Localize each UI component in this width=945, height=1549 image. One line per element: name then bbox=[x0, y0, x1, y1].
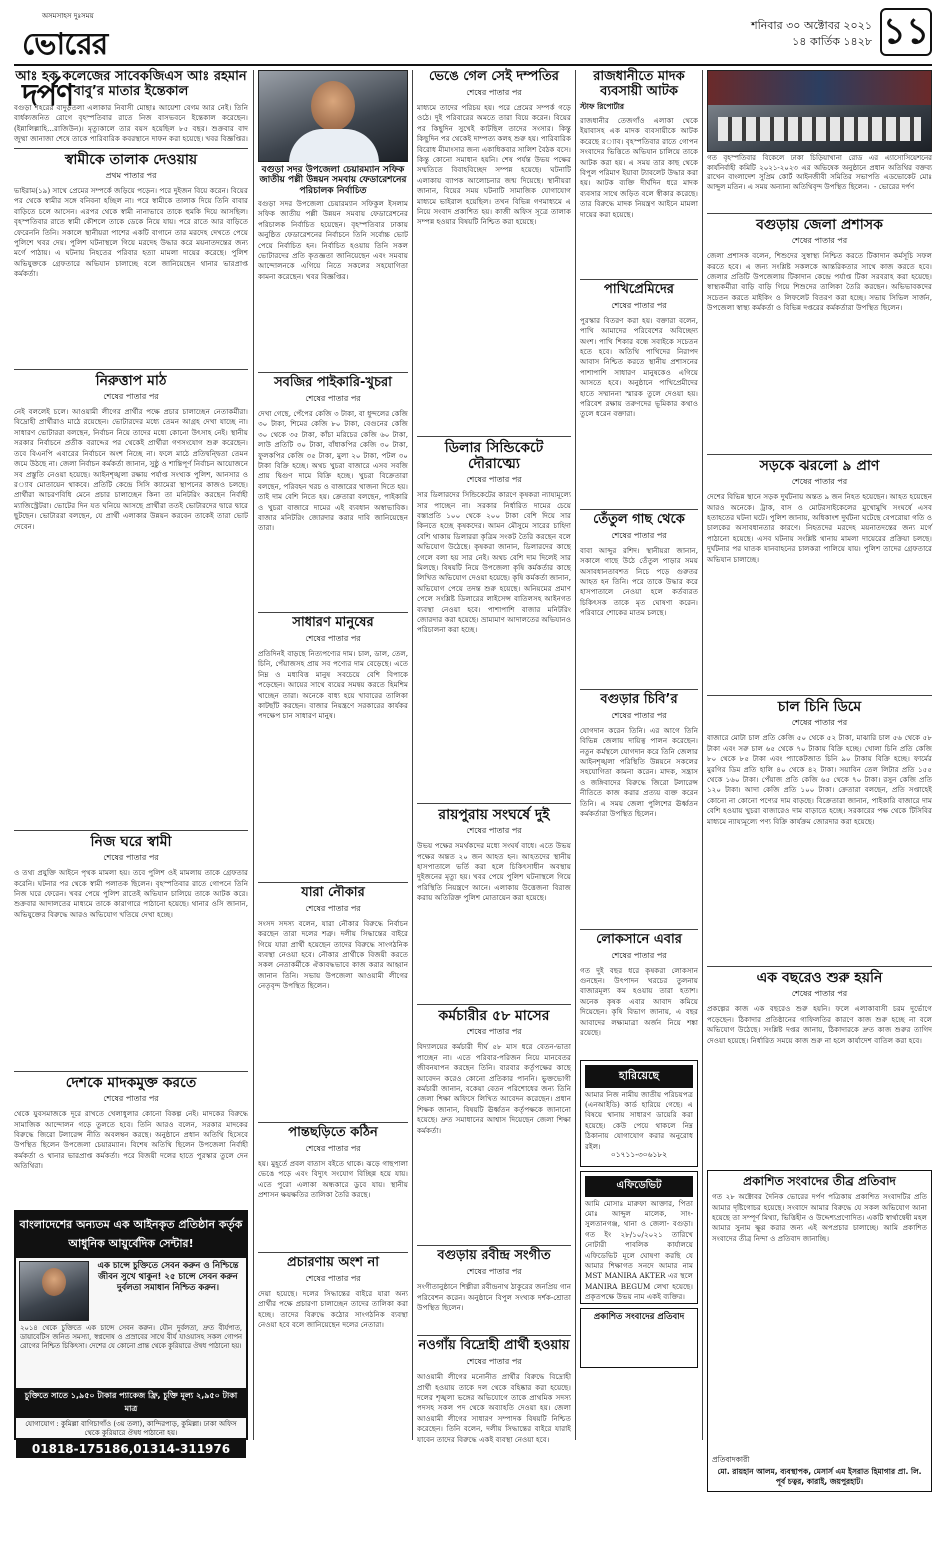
article-divider bbox=[258, 612, 408, 613]
article-body: বিদ্যালয়ের কর্মচারী দীর্ঘ ৫৮ মাস ধরে বেতন-ভাতা পাচ্ছেন না। এতে পরিবার-পরিজন নিয়ে মানবেতর জীবনযাপন করছেন তিনি। বারবার কর্তৃপক্ষের কাছে আবেদন করেও কোনো প্রতিকার পাননি। ভুক্তভোগী কর্মচারী জানান, বকেয়া বেতন পরিশোধের জন্য তিনি জেলা শিক্ষা অফিসে লিখিত আবেদন করেছেন। প্রধান শিক্ষক জানান, বিষয়টি ঊর্ধ্বতন কর্তৃপক্ষকে জানানো হয়েছে। দ্রুত সমাধানের আশ্বাস দিয়েছেন জেলা শিক্ষা কর্মকর্তা। bbox=[417, 1042, 574, 1135]
ad-title: বাংলাদেশের অন্যতম এক আইনকৃত প্রতিষ্ঠান কর্তৃক আধুনিক আয়ুর্বেদিক সেন্টার! bbox=[16, 1212, 246, 1258]
article-body: বাজারে মোটা চাল প্রতি কেজি ৫০ থেকে ৫২ টাকা, মাঝারি চাল ৫৬ থেকে ৫৮ টাকা এবং সরু চাল ৬৫ থেকে ৭০ টাকায় বিক্রি হচ্ছে। খোলা চিনি প্রতি কেজি ৮০ থেকে ৮৫ টাকা এবং প্যাকেটজাত চিনি ৯০ টাকায় বিক্রি হচ্ছে। ফার্মের মুরগির ডিম প্রতি হালি ৪০ থেকে ৪২ টাকা। সয়াবিন তেল লিটার প্রতি ১৫৫ থেকে ১৬০ টাকা। পেঁয়াজ প্রতি কেজি ৬৫ থেকে ৭০ টাকা। রসুন কেজি প্রতি ১২০ টাকা। আদা কেজি প্রতি ১০০ টাকা। ক্রেতারা বলছেন, প্রতি সপ্তাহেই কোনো না কোনো পণ্যের দাম বাড়ছে। বিক্রেতারা জানান, পাইকারি বাজারে দাম বেশি হওয়ায় খুচরা বাজারেও দাম বাড়াতে হচ্ছে। সরকারের পক্ষ থেকে টিসিবির মাধ্যমে ন্যায্যমূল্যে পণ্য বিক্রি কার্যক্রম জোরদার করা হয়েছে। bbox=[707, 733, 935, 826]
continued-label: শেষের পাতার পর bbox=[305, 393, 361, 403]
article-divider bbox=[417, 1245, 571, 1246]
headline: নওগাঁয় বিদ্রোহী প্রার্থী হওয়ায় bbox=[418, 1338, 570, 1354]
continued-label: শেষের পাতার পর bbox=[791, 718, 848, 728]
headline: রাজধানীতে মাদক ব্যবসায়ী আটক bbox=[593, 69, 685, 99]
article-divider bbox=[258, 372, 408, 373]
article-body: দেশের বিভিন্ন স্থানে সড়ক দুর্ঘটনায় অন্তত ৯ জন নিহত হয়েছেন। আহত হয়েছেন আরও অনেকে। ট্রাক, বাস ও মোটরসাইকেলের মুখোমুখি সংঘর্ষে এসব হতাহতের ঘটনা ঘটে। পুলিশ জানায়, অধিকাংশ দুর্ঘটনা ঘটেছে বেপরোয়া গতি ও চালকের অসাবধানতার কারণে। নিহতদের মরদেহ ময়নাতদন্তের জন্য মর্গে পাঠানো হয়েছে। এসব ঘটনায় সংশ্লিষ্ট থানায় মামলা দায়েরের প্রক্রিয়া চলছে। দুর্ঘটনার পর ঘাতক যানবাহনের চালকরা পালিয়ে যায়। পুলিশ তাদের গ্রেফতারে অভিযান চালাচ্ছে। bbox=[707, 492, 935, 564]
continued-label: শেষের পাতার পর bbox=[466, 87, 522, 97]
continued-label: শেষের পাতার পর bbox=[791, 477, 848, 487]
article-body: উভয় পক্ষের সমর্থকদের মধ্যে সংঘর্ষ বাধে। এতে উভয় পক্ষের অন্তত ২০ জন আহত হন। আহতদের স্থানীয় হাসপাতালে ভর্তি করা হলে চিকিৎসাধীন অবস্থায় দুইজনের মৃত্যু হয়। খবর পেয়ে পুলিশ ঘটনাস্থলে গিয়ে পরিস্থিতি নিয়ন্ত্রণে আনে। এলাকায় উত্তেজনা বিরাজ করায় অতিরিক্ত পুলিশ মোতায়েন করা হয়েছে। bbox=[417, 841, 574, 903]
lost-notice bbox=[580, 1060, 698, 1167]
affidavit-title: এফিডেভিট bbox=[585, 1176, 693, 1197]
continued-label: শেষের পাতার পর bbox=[466, 826, 522, 836]
continued-label: শেষের পাতার পর bbox=[305, 1143, 361, 1153]
column-2 bbox=[258, 70, 411, 1440]
ad-banner: এক চান্সে চুক্তিতে সেবন করুন ও নিশ্চিন্তে জীবন সুখে থাকুন! ২৫ চান্সে সেবন করুন দুর্বলতা সমাধান নিশ্চিত করুন। bbox=[97, 1261, 239, 1293]
continued-label: প্রথম পাতার পর bbox=[105, 170, 157, 180]
headline: পাখিপ্রেমিদের bbox=[604, 281, 674, 297]
continued-label: শেষের পাতার পর bbox=[466, 1267, 522, 1277]
article-body: বগুড়া শহরের বাদুড়তলা এলাকার নিবাসী মোছাঃ আয়েশা বেগম আর নেই। তিনি বার্ধক্যজনিত রোগে বৃহস্পতিবার রাতে নিজ বাসভবনে ইন্তেকাল করেছেন। (ইন্নালিল্লাহি...রাজিউন)। মৃত্যুকালে তার বয়স হয়েছিল ৮৫ বছর। শুক্রবার বাদ জুম্মা জানাজা শেষে তাকে পারিবারিক কবরস্থানে দাফন করা হয়েছে। খবর বিজ্ঞপ্তির। bbox=[14, 102, 251, 144]
portrait-photo bbox=[258, 70, 408, 162]
article-body: প্রকল্পের কাজ এক বছরেও শুরু হয়নি। ফলে এলাকাবাসী চরম দুর্ভোগে পড়েছেন। ঠিকাদার প্রতিষ্ঠানের গাফিলতির কারণে কাজ শুরু হচ্ছে না বলে অভিযোগ উঠেছে। সংশ্লিষ্ট দপ্তর জানায়, ঠিকাদারকে দ্রুত কাজ শুরুর তাগিদ দেওয়া হয়েছে। নির্ধারিত সময়ে কাজ শুরু না হলে কার্যাদেশ বাতিল করা হবে। bbox=[707, 1004, 935, 1045]
headline: ভেঙে গেল সেই দম্পতির bbox=[429, 69, 559, 84]
continued-label: শেষের পাতার পর bbox=[305, 903, 361, 913]
column-divider bbox=[253, 70, 254, 1440]
ad-photo bbox=[19, 1261, 89, 1321]
headline: বগুড়ায় রবীন্দ্র সংগীত bbox=[437, 1248, 551, 1264]
headline: নিরুত্তাপ মাঠ bbox=[95, 372, 167, 389]
article-body: বগুড়া সদর উপজেলা চেয়ারম্যান সফিকুল ইসলাম সফিক জাতীয় পল্লী উন্নয়ন সমবায় ফেডারেশনের পরিচালক নির্বাচিত হয়েছেন। বৃহস্পতিবার ঢাকায় অনুষ্ঠিত ফেডারেশনের নির্বাচনে তিনি সর্বোচ্চ ভোট পেয়ে নির্বাচিত হন। নির্বাচিত হওয়ায় তিনি সকল ভোটারদের প্রতি কৃতজ্ঞতা জানিয়েছেন এবং সমবায় আন্দোলনকে এগিয়ে নিতে সকলের সহযোগিতা কামনা করেছেন। খবর বিজ্ঞপ্তির। bbox=[258, 199, 411, 281]
continued-label: শেষের পাতার পর bbox=[791, 989, 848, 999]
logo-text: ভোরের দর্পণ bbox=[22, 27, 108, 113]
lost-notice-title: হারিয়েছে bbox=[585, 1065, 693, 1088]
protest-body: গত ২৮ অক্টোবর দৈনিক ভোরের দর্পণ পত্রিকায় প্রকাশিত সংবাদটির প্রতি আমার দৃষ্টিগোচর হয়েছে। সংবাদে আমার বিরুদ্ধে যে সকল অভিযোগ আনা হয়েছে তা সম্পূর্ণ মিথ্যা, ভিত্তিহীন ও উদ্দেশ্যপ্রণোদিত। একটি স্বার্থান্বেষী মহল আমার সুনাম ক্ষুণ্ণ করার জন্য এই অপপ্রচার চালাচ্ছে। আমি প্রকাশিত সংবাদের তীব্র নিন্দা ও প্রতিবাদ জানাচ্ছি। bbox=[712, 1192, 930, 1243]
article-divider bbox=[14, 148, 248, 149]
article-body: সার ডিলারদের সিন্ডিকেটের কারণে কৃষকরা ন্যায্যমূল্যে সার পাচ্ছেন না। সরকার নির্ধারিত দামের চেয়ে বস্তাপ্রতি ১০০ থেকে ২০০ টাকা বেশি দিয়ে সার কিনতে হচ্ছে কৃষকদের। আমন মৌসুমে সারের চাহিদা বেশি থাকায় ডিলাররা কৃত্রিম সংকট তৈরি করছেন বলে অভিযোগ উঠেছে। কৃষকরা জানান, ডিলারদের কাছে গেলে বলা হয় সার নেই। অথচ বেশি দাম দিলেই সার মিলছে। বিষয়টি নিয়ে উপজেলা কৃষি কর্মকর্তার কাছে লিখিত অভিযোগ দেওয়া হয়েছে। কৃষি কর্মকর্তা জানান, অভিযোগ পেয়ে তদন্ত শুরু হয়েছে। অনিয়মের প্রমাণ পেলে সংশ্লিষ্ট ডিলারের লাইসেন্স বাতিলসহ আইনগত ব্যবস্থা নেওয়া হবে। পাশাপাশি বাজার মনিটরিং জোরদার করা হয়েছে। ভ্রাম্যমাণ আদালতের অভিযানও পরিচালনা করা হচ্ছে। bbox=[417, 490, 574, 635]
continued-label: শেষের পাতার পর bbox=[103, 392, 159, 402]
article-body: পুরস্কার বিতরণ করা হয়। বক্তারা বলেন, পাখি আমাদের পরিবেশের অবিচ্ছেদ্য অংশ। পাখি শিকার বন্ধে সবাইকে সচেতন হতে হবে। অতিথি পাখিদের নিরাপদ আবাস নিশ্চিত করতে স্থানীয় প্রশাসনের পাশাপাশি সাধারণ মানুষকেও এগিয়ে আসতে হবে। অনুষ্ঠানে পাখিপ্রেমীদের হাতে সম্মাননা স্মারক তুলে দেওয়া হয়। পরিবেশ রক্ষায় তরুণদের ভূমিকার কথাও তুলে ধরেন বক্তারা। bbox=[580, 315, 701, 419]
date-gregorian: শনিবার ৩০ অক্টোবর ২০২১ bbox=[751, 19, 872, 32]
column-divider bbox=[575, 70, 576, 1440]
headline: বগুড়ার চিবি’র bbox=[600, 691, 678, 707]
continued-label: শেষের পাতার পর bbox=[791, 236, 848, 246]
ad-price: চুক্তিতে সাতে ১,৯৫০ টাকার প্যাকেজ ফ্রি, চুক্তি মূল্য ২,৯৫০ টাকা মাত্র bbox=[16, 1388, 246, 1418]
column-divider bbox=[412, 70, 413, 1440]
article-body: দেয়া হয়েছে। দলের সিদ্ধান্তের বাইরে যারা অন্য প্রার্থীর পক্ষে প্রচারণা চালাচ্ছেন তাদের তালিকা করা হচ্ছে। তাদের বিরুদ্ধে কঠোর সাংগঠনিক ব্যবস্থা নেওয়া হবে বলে জানিয়েছেন দলের নেতারা। bbox=[258, 1288, 411, 1329]
headline: তেঁতুল গাছ থেকে bbox=[593, 511, 685, 527]
article-body: আওয়ামী লীগের মনোনীত প্রার্থীর বিরুদ্ধে বিদ্রোহী প্রার্থী হওয়ায় তাকে দল থেকে বহিষ্কার করা হয়েছে। দলের শৃঙ্খলা ভঙ্গের অভিযোগে তাকে প্রাথমিক সদস্য পদসহ সকল পদ থেকে অব্যাহতি দেওয়া হয়। জেলা আওয়ামী লীগের সাধারণ সম্পাদক বিষয়টি নিশ্চিত করেছেন। তিনি বলেন, দলীয় সিদ্ধান্তের বাইরে যারাই যাবেন তাদের বিরুদ্ধে একই ব্যবস্থা নেওয়া হবে। bbox=[417, 1372, 574, 1444]
ad-address: যোগাযোগ : কুমিল্লা বাগিচাগাঁও (৩য় তলা), কান্দিরপাড়, কুমিল্লা। ঢাকা অফিস থেকে কুরিয়ারে ঔষধ পাঠানো হয়। bbox=[25, 1420, 237, 1437]
article-body: গত দুই বছর ধরে কৃষকরা লোকসান গুনছেন। উৎপাদন খরচের তুলনায় বাজারমূল্য কম হওয়ায় তারা হতাশ। অনেক কৃষক এবার আবাদ কমিয়ে দিয়েছেন। কৃষি বিভাগ জানায়, এ বছর আবাদের লক্ষ্যমাত্রা অর্জন নিয়ে শঙ্কা রয়েছে। bbox=[580, 965, 701, 1038]
headline: স্বামীকে তালাক দেওয়ায় bbox=[64, 151, 198, 168]
byline: স্টাফ রিপোর্টার bbox=[580, 101, 625, 111]
headline: যারা নৌকার bbox=[301, 884, 365, 900]
protest-signatory: মো. রায়হান আলম, ব্যবস্থাপক, মেসার্স এম ইসরাত হিমাগার প্রা. লি. পূর্ব চত্বর, কারাই, জয়পুরহাট। bbox=[717, 1467, 922, 1487]
lost-notice-contact: ০১৭১১-৩০৬১৮২ bbox=[610, 1149, 668, 1159]
event-photo bbox=[707, 70, 932, 152]
article-divider bbox=[258, 1122, 408, 1123]
article-divider bbox=[707, 695, 932, 696]
article-body: ও তথ্য প্রযুক্তি আইনে পৃথক মামলা হয়। তবে পুলিশ ওই মামলায় তাকে গ্রেফতার করেনি। ঘটনার পর থেকে স্বামী পলাতক ছিলেন। বৃহস্পতিবার রাতে গোপনে তিনি নিজ ঘরে ফেরেন। খবর পেয়ে পুলিশ রাতেই অভিযান চালিয়ে তাকে আটক করে। শুক্রবার আদালতের মাধ্যমে তাকে কারাগারে পাঠানো হয়েছে। থানার ওসি জানান, অভিযুক্তের বিরুদ্ধে আরও অভিযোগ খতিয়ে দেখা হচ্ছে। bbox=[14, 868, 251, 919]
continued-label: শেষের পাতার পর bbox=[466, 1357, 522, 1367]
protest-notice-small bbox=[580, 1308, 698, 1368]
headline: দেশকে মাদকমুক্ত করতে bbox=[65, 1075, 197, 1092]
article-body: নেই বললেই চলে। আওয়ামী লীগের প্রার্থীর পক্ষে প্রচার চালাচ্ছেন নেতাকর্মীরা। বিদ্রোহী প্রার্থীরাও মাঠে রয়েছেন। ভোটারদের মধ্যে তেমন আগ্রহ দেখা যাচ্ছে না। সাধারণ ভোটাররা বলছেন, নির্বাচন নিয়ে তাদের মধ্যে কোনো উৎসাহ নেই। স্থানীয় সরকার নির্বাচনে প্রতীক বরাদ্দের পর থেকেই প্রার্থীরা গণসংযোগ শুরু করেছেন। তবে বিএনপি এবারের নির্বাচনে অংশ নিচ্ছে না। ফলে মাঠে প্রতিদ্বন্দ্বিতা তেমন জমে উঠছে না। জেলা নির্বাচন কর্মকর্তা জানান, সুষ্ঠু ও শান্তিপূর্ণ নির্বাচন আয়োজনে সব প্রস্তুতি নেওয়া হয়েছে। আইনশৃঙ্খলা রক্ষায় পর্যাপ্ত সংখ্যক পুলিশ, আনসার ও র‌্যাব মোতায়েন থাকবে। প্রতিটি কেন্দ্রে সিসি ক্যামেরা স্থাপনের কাজও চলছে। প্রার্থীরা আচরণবিধি মেনে প্রচার চালাচ্ছেন কিনা তা মনিটরিং করছেন নির্বাহী ম্যাজিস্ট্রেটরা। ভোটের দিন যত ঘনিয়ে আসছে প্রার্থীরা ততই ভোটারদের দ্বারে দ্বারে ছুটছেন। ভোটাররা বলছেন, যে প্রার্থী এলাকার উন্নয়ন করবেন তাকেই তারা ভোট দেবেন। bbox=[14, 407, 251, 531]
article-body: প্রতিদিনই বাড়ছে নিত্যপণ্যের দাম। চাল, ডাল, তেল, চিনি, পেঁয়াজসহ প্রায় সব পণ্যের দাম বেড়েছে। এতে নিম্ন ও মধ্যবিত্ত মানুষ সবচেয়ে বেশি বিপাকে পড়েছেন। আয়ের সাথে ব্যয়ের সমন্বয় করতে হিমশিম খাচ্ছেন তারা। অনেকে বাধ্য হয়ে খাবারের তালিকা কাটছাঁট করছেন। বাজার নিয়ন্ত্রণে সরকারের কার্যকর পদক্ষেপ চান সাধারণ মানুষ। bbox=[258, 648, 411, 721]
headline: বগুড়ায় জেলা প্রশাসক bbox=[756, 217, 883, 233]
article-divider bbox=[417, 1004, 571, 1005]
article-divider bbox=[580, 509, 698, 510]
article-divider bbox=[707, 454, 932, 455]
headline: কর্মচারীর ৫৮ মাসের bbox=[438, 1008, 550, 1025]
article-body: জেলা প্রশাসক বলেন, শিশুদের সুস্বাস্থ্য নিশ্চিত করতে টিকাদান কর্মসূচি সফল করতে হবে। এ জন্য সংশ্লিষ্ট সকলকে আন্তরিকতার সাথে কাজ করতে হবে। জেলার প্রতিটি উপজেলায় টিকাদান কেন্দ্রে পর্যাপ্ত টিকা সরবরাহ করা হয়েছে। স্বাস্থ্যকর্মীরা বাড়ি বাড়ি গিয়ে শিশুদের তালিকা তৈরি করছেন। অভিভাবকদের সচেতন করতে মাইকিং ও লিফলেট বিতরণ করা হচ্ছে। সভায় সিভিল সার্জন, উপজেলা স্বাস্থ্য কর্মকর্তা ও বিভিন্ন দপ্তরের কর্মকর্তারা উপস্থিত ছিলেন। bbox=[707, 251, 935, 313]
article-divider bbox=[417, 436, 571, 437]
article-body: হয়। মুহূর্তে প্রবল বাতাস বইতে থাকে। ঝড়ে গাছপালা ভেঙে পড়ে এবং বিদ্যুৎ সংযোগ বিচ্ছিন্ন হয়ে যায়। এতে পুরো এলাকা অন্ধকারে ডুবে যায়। স্থানীয় প্রশাসন ক্ষয়ক্ষতির তালিকা তৈরি করছে। bbox=[258, 1158, 411, 1199]
continued-label: শেষের পাতার পর bbox=[305, 1273, 361, 1283]
continued-label: শেষের পাতার পর bbox=[611, 300, 667, 310]
headline: সড়কে ঝরলো ৯ প্রাণ bbox=[759, 458, 880, 475]
photo-caption: গত বৃহস্পতিবার বিকেলে ঢাকা চিড়িয়াখানা রোড এর এ্যাসোসিয়েশনের কার্যনির্বাহী কমিটি ২০২১-২০২৩ এর অভিষেক অনুষ্ঠানে প্রধান অতিথির বক্তব্য রাখেন বাংলাদেশ সুপ্রিম কোর্ট আইনজীবী সমিতির সভাপতি এডভোকেট মোঃ আব্দুল মতিন। এ সময় অন্যান্য অতিথিবৃন্দ উপস্থিত ছিলেন। - ভোরের দর্পণ bbox=[707, 154, 935, 191]
headline: লোকসানে এবার bbox=[596, 931, 682, 947]
protest-notice-small-title: প্রকাশিত সংবাদের প্রতিবাদ bbox=[593, 1311, 685, 1322]
article-body: দেখা গেছে, পেঁপের কেজি ৩ টাকা, বা ধুন্দলের কেজি ৩০ টাকা, শিমের কেজি ৮০ টাকা, বেগুনের কেজি ৩০ থেকে ৩৫ টাকা, কাঁচা মরিচের কেজি ৬০ টাকা, লাউ প্রতিটি ৩০ টাকা, বাঁধাকপির কেজি ৩০ টাকা, ফুলকপির কেজি ৩৫ টাকা, মুলা ২০ টাকা, পটল ৩০ টাকা বিক্রি হচ্ছে। অথচ খুচরা বাজারে এসব সবজি প্রায় দ্বিগুণ দামে বিক্রি হচ্ছে। খুচরা বিক্রেতারা বলছেন, পরিবহন খরচ ও বাজারের খাজনা দিতে হয়। তাই দাম বেশি নিতে হয়। ক্রেতারা বলছেন, পাইকারি ও খুচরা বাজারে দামের এই ব্যবধান অস্বাভাবিক। বাজার মনিটরিং জোরদার করার দাবি জানিয়েছেন তারা। bbox=[258, 408, 411, 533]
article-divider bbox=[707, 213, 932, 214]
logo-tagline: অসমসাহস দুঃসময় bbox=[42, 12, 94, 20]
article-body: বাবা আব্দুর রশিদ। স্থানীয়রা জানান, সকালে গাছে উঠে তেঁতুল পাড়ার সময় অসাবধানতাবশত নিচে পড়ে গুরুতর আহত হন তিনি। পরে তাকে উদ্ধার করে হাসপাতালে নেওয়া হলে কর্তব্যরত চিকিৎসক তাকে মৃত ঘোষণা করেন। পরিবারে শোকের মাতম চলছে। bbox=[580, 545, 701, 618]
headline: আঃ হক কলেজের সাবেকজিএস আঃ রহমান বাবু’র মাতার ইন্তেকাল bbox=[15, 69, 247, 99]
article-body: সংগীতানুষ্ঠানে শিল্পীরা রবীন্দ্রনাথ ঠাকুরের জনপ্রিয় গান পরিবেশন করেন। অনুষ্ঠানে বিপুল সংখ্যক দর্শক-শ্রোতা উপস্থিত ছিলেন। bbox=[417, 1282, 574, 1313]
article-body: মাধ্যমে তাদের পরিচয় হয়। পরে প্রেমের সম্পর্ক গড়ে ওঠে। দুই পরিবারের অমতে তারা বিয়ে করেন। বিয়ের পর কিছুদিন সুখেই কাটছিল তাদের সংসার। কিন্তু কিছুদিন পর থেকেই দাম্পত্য কলহ শুরু হয়। পারিবারিক বিরোধ মীমাংসার জন্য একাধিকবার সালিশ বৈঠক বসে। কিন্তু কোনো সমাধান হয়নি। শেষ পর্যন্ত উভয় পক্ষের সম্মতিতে বিবাহবিচ্ছেদ সম্পন্ন হয়েছে। ঘটনাটি এলাকায় ব্যাপক আলোচনার জন্ম দিয়েছে। স্থানীয়রা জানান, বিয়ের সময় ঘটনাটি সামাজিক যোগাযোগ মাধ্যমে ভাইরাল হয়েছিল। তখন বিভিন্ন গণমাধ্যমে এ নিয়ে সংবাদ প্রকাশিত হয়। কাজী অফিস সূত্রে তালাক সম্পন্ন হওয়ার বিষয়টি নিশ্চিত করা হয়েছে। bbox=[417, 102, 574, 227]
affidavit-notice bbox=[580, 1171, 698, 1304]
article-body: ভাইরাম(১৯) সাথে প্রেমের সম্পর্কে জড়িয়ে পড়েন। পরে দুইজন বিয়ে করেন। বিয়ের পর থেকে স্বামীর সঙ্গে বনিবনা হচ্ছিল না। পরে স্বামীকে তালাক দিয়ে তিনি বাবার বাড়িতে চলে আসেন। এরপর থেকে স্বামী নানাভাবে তাকে হুমকি দিয়ে আসছিল। বৃহস্পতিবার রাতে স্বামী কৌশলে তাকে ডেকে নিয়ে যায়। পরে রাতে আর বাড়িতে ফেরেননি তিনি। সকালে স্থানীয়রা পাশের একটি বাগানে তার মরদেহ দেখতে পেয়ে পুলিশে খবর দেয়। পুলিশ ঘটনাস্থলে গিয়ে মরদেহ উদ্ধার করে ময়নাতদন্তের জন্য মর্গে পাঠায়। এ ঘটনায় নিহতের পরিবার হত্যা মামলা দায়ের করেছে। পুলিশ অভিযুক্তকে গ্রেফতারে অভিযান চালাচ্ছে বলে জানিয়েছেন থানার ভারপ্রাপ্ত কর্মকর্তা। bbox=[14, 185, 251, 279]
protest-title: প্রকাশিত সংবাদের তীব্র প্রতিবাদ bbox=[743, 1174, 896, 1189]
date-bengali: ১৪ কার্তিক ১৪২৮ bbox=[792, 35, 872, 48]
article-divider bbox=[580, 689, 698, 690]
protest-notice bbox=[707, 1170, 932, 1492]
article-body: রাজধানীর তেজগাঁও এলাকা থেকে ইয়াবাসহ এক মাদক ব্যবসায়ীকে আটক করেছে র‌্যাব। বৃহস্পতিবার রাতে গোপন সংবাদের ভিত্তিতে অভিযান চালিয়ে তাকে আটক করা হয়। এ সময় তার কাছ থেকে বিপুল পরিমাণ ইয়াবা ট্যাবলেট উদ্ধার করা হয়। আটক ব্যক্তি দীর্ঘদিন ধরে মাদক ব্যবসার সাথে জড়িত বলে স্বীকার করেছে। তার বিরুদ্ধে মাদক নিয়ন্ত্রণ আইনে মামলা দায়ের করা হয়েছে। bbox=[580, 115, 701, 219]
ad-phone[interactable]: 01818-175186,01314-311976 bbox=[16, 1440, 246, 1458]
article-divider bbox=[258, 882, 408, 883]
date-block bbox=[751, 18, 872, 50]
column-3 bbox=[417, 69, 574, 1444]
article-body: থেকে যুবসমাজকে দূরে রাখতে খেলাধুলার কোনো বিকল্প নেই। মাদকের বিরুদ্ধে সামাজিক আন্দোলন গড়ে তুলতে হবে। তিনি আরও বলেন, সরকার মাদকের বিরুদ্ধে জিরো টলারেন্স নীতি অবলম্বন করছে। অনুষ্ঠানে প্রধান অতিথি হিসেবে উপস্থিত ছিলেন উপজেলা চেয়ারম্যান। বিশেষ অতিথি ছিলেন উপজেলা নির্বাহী কর্মকর্তা ও থানার ভারপ্রাপ্ত কর্মকর্তা। পরে বিজয়ী দলের হাতে পুরস্কার তুলে দেন অতিথিরা। bbox=[14, 1109, 251, 1171]
continued-label: শেষের পাতার পর bbox=[466, 1027, 522, 1037]
continued-label: শেষের পাতার পর bbox=[103, 853, 159, 863]
continued-label: শেষের পাতার পর bbox=[103, 1094, 159, 1104]
column-4 bbox=[580, 69, 701, 1440]
headline: ডিলার সিন্ডিকেটে দৌরাত্ম্যে bbox=[444, 439, 544, 473]
article-body: যোগদান করেন তিনি। এর আগে তিনি বিভিন্ন জেলায় দায়িত্ব পালন করেছেন। নতুন কর্মস্থলে যোগদান করে তিনি জেলার আইনশৃঙ্খলা পরিস্থিতি উন্নয়নে সকলের সহযোগিতা কামনা করেন। মাদক, সন্ত্রাস ও জঙ্গিবাদের বিরুদ্ধে জিরো টলারেন্স নীতিতে কাজ করার প্রত্যয় ব্যক্ত করেন তিনি। এ সময় জেলা পুলিশের ঊর্ধ্বতন কর্মকর্তারা উপস্থিত ছিলেন। bbox=[580, 725, 701, 818]
continued-label: শেষের পাতার পর bbox=[611, 710, 667, 720]
headline: পান্তছড়িতে কঠিন bbox=[288, 1124, 378, 1140]
headline: চাল চিনি ডিমে bbox=[777, 699, 862, 716]
headline: নিজ ঘরে স্বামী bbox=[90, 834, 172, 851]
headline: এক বছরেও শুরু হয়নি bbox=[756, 970, 883, 987]
ad-body: ২০১৪ থেকে চুক্তিতে এক চান্সে সেবন করুন। যৌন দুর্বলতা, দ্রুত বীর্যপাত, ডায়াবেটিস জনিত সমস্যা, স্বপ্নদোষ ও প্রস্রাবের সাথে বীর্য যাওয়াসহ সকল গোপন রোগের নিশ্চিত চিকিৎসা। দেশের যে কোনো প্রান্ত থেকে কুরিয়ারে ঔষধ পাঠানো হয়। bbox=[20, 1324, 245, 1350]
continued-label: শেষের পাতার পর bbox=[611, 530, 667, 540]
column-divider bbox=[702, 70, 703, 1440]
column-5 bbox=[707, 70, 935, 1487]
headline: সবজির পাইকারি-খুচরা bbox=[274, 375, 392, 391]
column-1 bbox=[14, 69, 251, 1205]
continued-label: শেষের পাতার পর bbox=[466, 475, 522, 485]
article-divider bbox=[707, 966, 932, 967]
affidavit-body: আমি মোসাঃ মারুফা আক্তার, পিতা মোঃ আব্দুল মালেক, সাং- সুলতানগঞ্জ, থানা ও জেলা- বগুড়া। গত ইং ২৮/১০/২০২১ তারিখে নোটারী পাবলিক কার্যালয়ে এফিডেভিট মূলে ঘোষণা করছি যে আমার শিক্ষাগত সনদে আমার নাম MST MANIRA AKTER এর স্থলে MANIRA BEGUM লেখা হয়েছে। প্রকৃতপক্ষে উভয় নাম একই ব্যক্তির। bbox=[585, 1198, 696, 1302]
continued-label: শেষের পাতার পর bbox=[305, 633, 361, 643]
advertisement[interactable] bbox=[14, 1210, 248, 1456]
protest-signatory-label: প্রতিবাদকারী bbox=[712, 1455, 750, 1465]
headline: রায়পুরায় সংঘর্ষে দুই bbox=[438, 807, 550, 824]
continued-label: শেষের পাতার পর bbox=[611, 950, 667, 960]
article-divider bbox=[14, 1071, 248, 1072]
article-divider bbox=[14, 369, 248, 370]
headline: সাধারণ মানুষের bbox=[292, 614, 374, 630]
photo-caption: বগুড়া সদর উপজেলা চেয়ারম্যান সফিক জাতীয় পল্লী উন্নয়ন সমবায় ফেডারেশনের পরিচালক নির্বাচিত bbox=[259, 165, 407, 196]
article-divider bbox=[580, 279, 698, 280]
article-divider bbox=[580, 929, 698, 930]
article-body: সংসদ সদস্য বলেন, যারা নৌকার বিরুদ্ধে নির্বাচন করছেন তারা দলের শত্রু। দলীয় সিদ্ধান্তের বাইরে গিয়ে যারা প্রার্থী হয়েছেন তাদের বিরুদ্ধে সাংগঠনিক ব্যবস্থা নেওয়া হবে। নৌকার প্রার্থীকে বিজয়ী করতে সকল নেতাকর্মীকে ঐক্যবদ্ধভাবে কাজ করার আহ্বান জানান তিনি। সভায় উপজেলা আওয়ামী লীগের নেতৃবৃন্দ উপস্থিত ছিলেন। bbox=[258, 918, 411, 991]
lost-notice-body: আমার নিজ নামীয় জাতীয় পরিচয়পত্র (এনআইডি) কার্ড হারিয়ে গেছে। এ বিষয়ে থানায় সাধারণ ডায়েরি করা হয়েছে। কেউ পেয়ে থাকলে নিম্ন ঠিকানায় যোগাযোগ করার অনুরোধ রইল। bbox=[585, 1089, 696, 1151]
article-divider bbox=[417, 803, 571, 804]
article-divider bbox=[258, 1252, 408, 1253]
article-divider bbox=[14, 830, 248, 831]
headline: প্রচারণায় অংশ না bbox=[286, 1254, 380, 1270]
page-number: ১১ bbox=[880, 8, 932, 56]
article-divider bbox=[417, 1335, 571, 1336]
